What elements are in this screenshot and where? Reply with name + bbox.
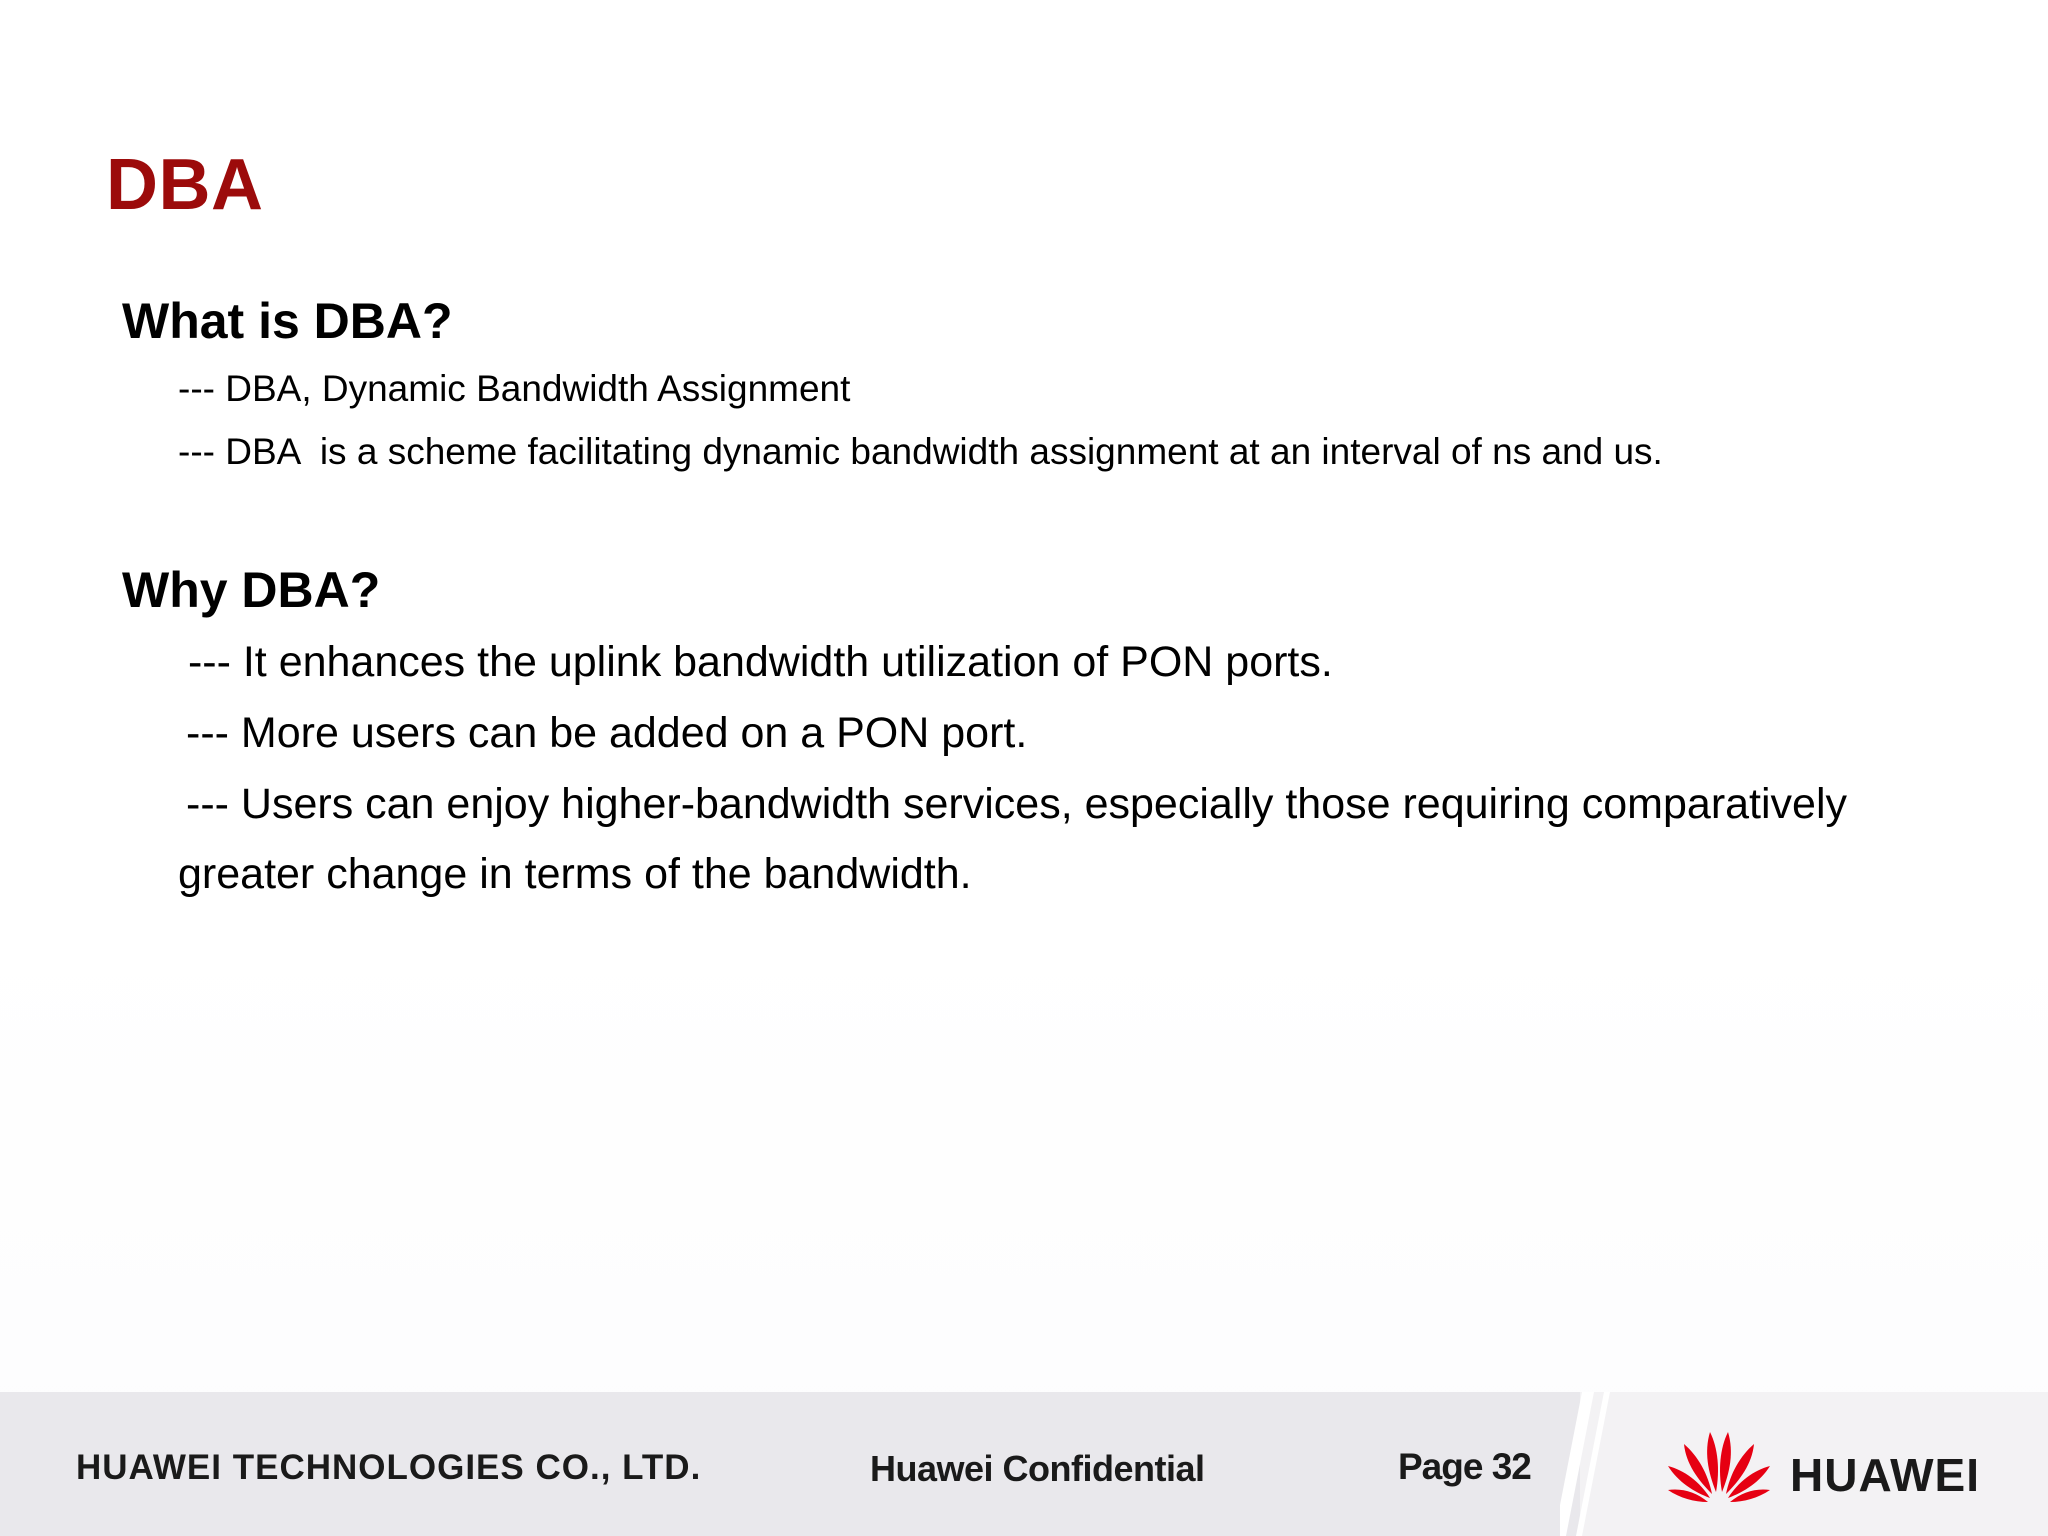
what-line-1: --- DBA, Dynamic Bandwidth Assignment (178, 368, 851, 409)
footer-brand-name: HUAWEI (1790, 1449, 1980, 1501)
why-line-3: --- Users can enjoy higher-bandwidth services, especially those requiring comparatively (186, 780, 1848, 828)
why-line-2: --- More users can be added on a PON port. (186, 709, 1028, 757)
footer-page-number: Page 32 (1398, 1446, 1531, 1487)
footer-confidential-label: Huawei Confidential (870, 1448, 1205, 1489)
section-heading-why: Why DBA? (122, 562, 381, 618)
why-line-1: --- It enhances the uplink bandwidth utilization of PON ports. (176, 638, 1333, 686)
what-line-2: --- DBA is a scheme facilitating dynamic bandwidth assignment at an interval of ns and us. (178, 431, 1663, 472)
section-heading-what: What is DBA? (122, 293, 453, 349)
footer-divider-stripes (1560, 1392, 1630, 1536)
slide-title: DBA (106, 145, 264, 225)
why-line-4: greater change in terms of the bandwidth. (178, 850, 972, 898)
footer-company-name: HUAWEI TECHNOLOGIES CO., LTD. (76, 1448, 702, 1487)
huawei-logo-icon (1664, 1426, 1774, 1506)
